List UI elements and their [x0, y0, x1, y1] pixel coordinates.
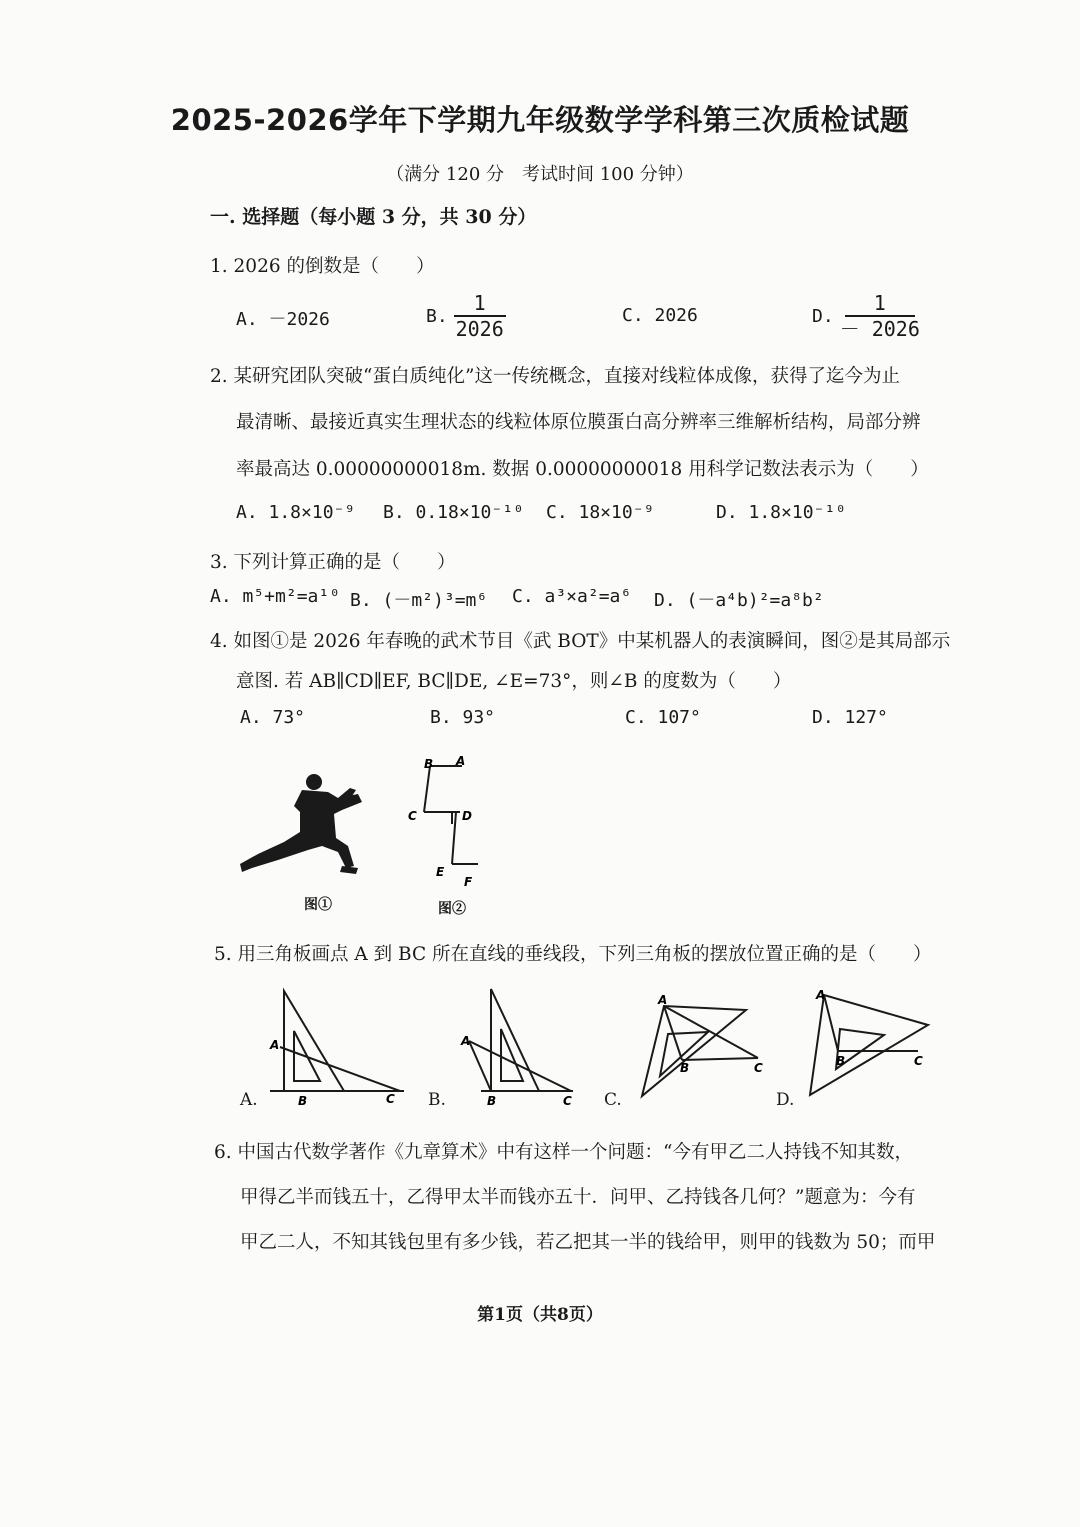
- fraction-d-denominator: － 2026: [839, 317, 920, 341]
- question-5-option-a: A.: [240, 1090, 258, 1110]
- point-label: E: [436, 865, 445, 879]
- triangle-ruler-diagram-a: [262, 985, 412, 1107]
- point-label: D: [462, 809, 472, 823]
- question-4-option-b: B. 93°: [430, 707, 496, 728]
- figure-1-caption: 图①: [304, 897, 332, 913]
- svg-text:C: C: [754, 1061, 763, 1075]
- point-label: A: [456, 754, 466, 768]
- question-1-option-d: [812, 292, 920, 340]
- figure-2-caption: 图②: [438, 901, 466, 917]
- question-3-option-c: C. a³×a²=a⁶: [512, 586, 632, 607]
- question-2-option-b: B. 0.18×10⁻¹⁰: [383, 502, 524, 523]
- point-label: B: [424, 757, 434, 771]
- question-6-line-3: 甲乙二人，不知其钱包里有多少钱，若乙把其一半的钱给甲，则甲的钱数为 50；而甲: [240, 1232, 936, 1253]
- svg-text:B: B: [836, 1054, 846, 1068]
- page-title: 2025-2026学年下学期九年级数学学科第三次质检试题: [170, 103, 910, 137]
- point-label: F: [464, 875, 473, 889]
- svg-text:B: B: [680, 1061, 690, 1075]
- question-1-option-a: A. －2026: [236, 309, 330, 330]
- question-4-line-2: 意图. 若 AB∥CD∥EF, BC∥DE, ∠E=73°，则∠B 的度数为（ ）: [236, 671, 792, 692]
- svg-text:C: C: [563, 1094, 572, 1107]
- fraction-b-numerator: 1: [473, 291, 486, 315]
- svg-text:C: C: [386, 1092, 395, 1106]
- question-5-option-d: D.: [776, 1090, 795, 1110]
- question-2-line-1: 2. 某研究团队突破“蛋白质纯化”这一传统概念，直接对线粒体成像，获得了迄今为止: [210, 366, 900, 387]
- fraction-b: [454, 292, 506, 340]
- robot-figure-image: [238, 768, 368, 883]
- triangle-ruler-diagram-b: [455, 985, 585, 1107]
- triangle-ruler-diagram-c: [626, 992, 776, 1107]
- svg-text:A: A: [461, 1034, 471, 1048]
- question-6-line-2: 甲得乙半而钱五十，乙得甲太半而钱亦五十．问甲、乙持钱各几何？”题意为：今有: [240, 1187, 916, 1208]
- question-3-option-a: A. m⁵+m²=a¹⁰: [210, 586, 341, 607]
- question-4-option-a: A. 73°: [240, 707, 306, 728]
- question-2-option-a: A. 1.8×10⁻⁹: [236, 502, 356, 523]
- question-1-option-b: [426, 292, 506, 340]
- question-5-option-b: B.: [428, 1090, 446, 1110]
- fraction-d-numerator: 1: [873, 291, 886, 315]
- point-label: C: [408, 809, 417, 823]
- option-b-label: B.: [426, 305, 448, 327]
- question-4-line-1: 4. 如图①是 2026 年春晚的武术节目《武 BOT》中某机器人的表演瞬间，图②是其局部示: [210, 631, 951, 652]
- option-d-label: D.: [812, 305, 834, 327]
- question-1-stem: 1. 2026 的倒数是（ ）: [210, 256, 435, 277]
- question-2-option-c: C. 18×10⁻⁹: [546, 502, 655, 523]
- fraction-b-denominator: 2026: [455, 317, 504, 341]
- svg-text:A: A: [270, 1038, 280, 1052]
- question-4-option-d: D. 127°: [812, 707, 888, 728]
- question-6-line-1: 6. 中国古代数学著作《九章算术》中有这样一个问题：“今有甲乙二人持钱不知其数，: [214, 1142, 913, 1163]
- parallel-lines-diagram: [400, 752, 490, 892]
- svg-text:C: C: [914, 1054, 923, 1068]
- question-2-option-d: D. 1.8×10⁻¹⁰: [716, 502, 847, 523]
- question-4-option-c: C. 107°: [625, 707, 701, 728]
- page-number: 第1页（共8页）: [477, 1305, 603, 1325]
- section-heading: 一. 选择题（每小题 3 分，共 30 分）: [210, 206, 537, 228]
- question-5-option-c: C.: [604, 1090, 622, 1110]
- svg-text:A: A: [658, 993, 668, 1007]
- question-1-option-c: C. 2026: [622, 305, 698, 326]
- svg-text:B: B: [487, 1094, 497, 1107]
- question-3-option-b: B. (－m²)³=m⁶: [350, 590, 488, 611]
- question-3-option-d: D. (－a⁴b)²=a⁸b²: [654, 590, 824, 611]
- question-2-line-3: 率最高达 0.00000000018m. 数据 0.00000000018 用科学记数法表示为（ ）: [236, 459, 929, 480]
- exam-info: （满分 120 分 考试时间 100 分钟）: [386, 164, 694, 185]
- fraction-d: [840, 292, 920, 340]
- question-2-line-2: 最清晰、最接近真实生理状态的线粒体原位膜蛋白高分辨率三维解析结构，局部分辨: [236, 412, 921, 433]
- question-3-stem: 3. 下列计算正确的是（ ）: [210, 552, 456, 573]
- svg-text:A: A: [816, 988, 826, 1002]
- triangle-ruler-diagram-d: [800, 985, 940, 1107]
- question-5-stem: 5. 用三角板画点 A 到 BC 所在直线的垂线段，下列三角板的摆放位置正确的是（ ）: [214, 944, 932, 965]
- svg-text:B: B: [298, 1094, 308, 1107]
